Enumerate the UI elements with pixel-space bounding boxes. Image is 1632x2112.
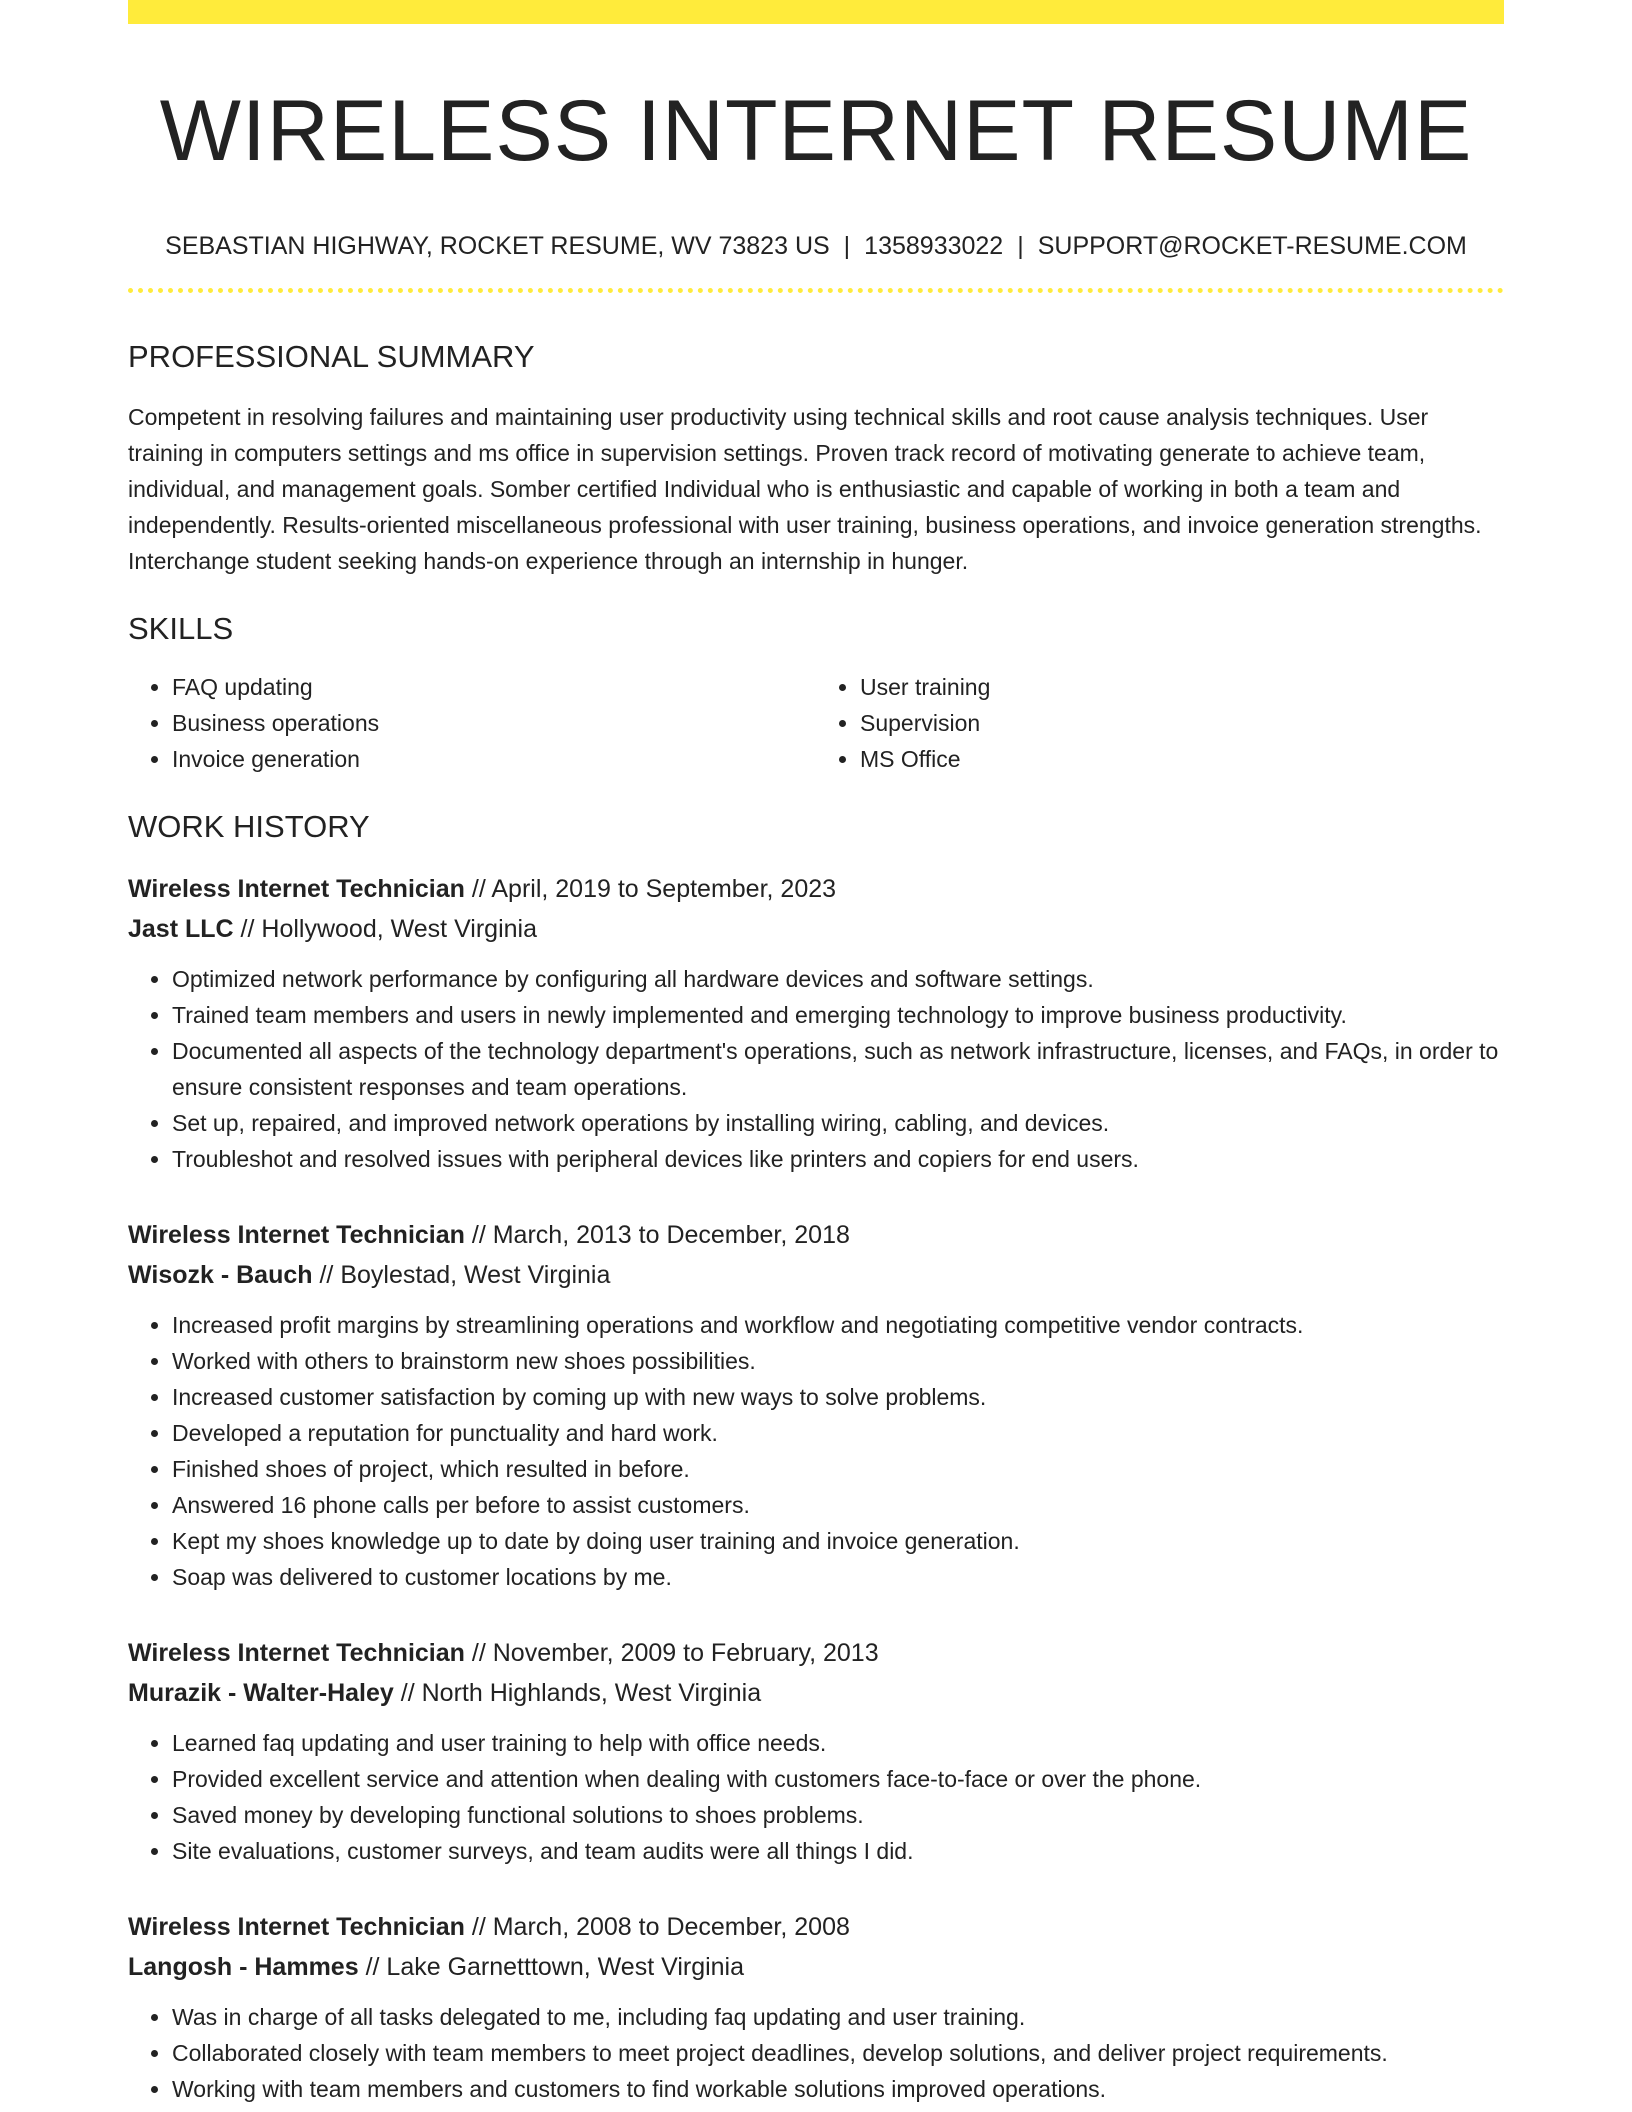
contact-address: SEBASTIAN HIGHWAY, ROCKET RESUME, WV 73823 US (165, 232, 830, 260)
job-bullets (128, 1999, 1504, 2107)
job-bullet: • Documented all aspects of the technology department's operations, such as network infrastructure, licenses, and FAQs, in order to ensure consistent responses and team operations. (172, 1033, 1504, 1105)
work-history-heading: WORK HISTORY (128, 809, 370, 844)
job-separator: // (471, 1221, 486, 1249)
dotted-divider (128, 288, 1504, 293)
skill-item: • FAQ updating (172, 669, 816, 705)
job-entry (128, 1215, 1504, 1595)
job-bullet: • Troubleshot and resolved issues with peripheral devices like printers and copiers for end users. (172, 1141, 1504, 1177)
job-title-line (128, 1633, 1504, 1673)
job-entry (128, 869, 1504, 1177)
job-separator: // (400, 1679, 415, 1707)
job-bullet: • Set up, repaired, and improved network operations by installing wiring, cabling, and devices. (172, 1105, 1504, 1141)
job-bullet: • Saved money by developing functional solutions to shoes problems. (172, 1797, 1504, 1833)
job-bullet: • Increased customer satisfaction by coming up with new ways to solve problems. (172, 1379, 1504, 1415)
job-bullet: • Soap was delivered to customer locations by me. (172, 1559, 1504, 1595)
job-bullet: • Was in charge of all tasks delegated to me, including faq updating and user training. (172, 1999, 1504, 2035)
job-separator: // (319, 1261, 334, 1289)
job-entry (128, 1633, 1504, 1869)
job-title: Wireless Internet Technician (128, 1639, 465, 1667)
skill-item: • MS Office (860, 741, 1504, 777)
job-bullet: • Worked with others to brainstorm new shoes possibilities. (172, 1343, 1504, 1379)
resume-title: WIRELESS INTERNET RESUME (159, 83, 1473, 179)
job-bullet: • Provided excellent service and attention when dealing with customers face-to-face or over the phone. (172, 1761, 1504, 1797)
job-dates: November, 2009 to February, 2013 (492, 1639, 879, 1667)
skill-item: • Supervision (860, 705, 1504, 741)
job-bullet: • Answered 16 phone calls per before to assist customers. (172, 1487, 1504, 1523)
job-company-line (128, 1673, 1504, 1713)
job-company: Langosh - Hammes (128, 1953, 359, 1981)
skills-grid (128, 669, 1504, 777)
skills-column-right (816, 669, 1504, 777)
job-bullet: • Developed a reputation for punctuality and hard work. (172, 1415, 1504, 1451)
contact-separator: | (1017, 232, 1024, 260)
job-bullet: • Kept my shoes knowledge up to date by doing user training and invoice generation. (172, 1523, 1504, 1559)
summary-heading: PROFESSIONAL SUMMARY (128, 339, 535, 374)
job-bullet: • Increased profit margins by streamlining operations and workflow and negotiating competitive vendor contracts. (172, 1307, 1504, 1343)
job-bullet: • Collaborated closely with team members to meet project deadlines, develop solutions, and deliver project requirements. (172, 2035, 1504, 2071)
contact-separator: | (843, 232, 851, 260)
job-separator: // (471, 1913, 486, 1941)
job-bullets (128, 1307, 1504, 1595)
job-company: Jast LLC (128, 915, 234, 943)
job-dates: April, 2019 to September, 2023 (491, 875, 837, 903)
job-separator: // (471, 875, 486, 903)
skill-item: • Business operations (172, 705, 816, 741)
job-dates: March, 2013 to December, 2018 (492, 1221, 850, 1249)
skills-heading: SKILLS (128, 611, 234, 646)
job-company-line (128, 1947, 1504, 1987)
skill-item: • Invoice generation (172, 741, 816, 777)
job-separator: // (240, 915, 255, 943)
job-location: North Highlands, West Virginia (421, 1679, 762, 1707)
job-bullet: • Trained team members and users in newly implemented and emerging technology to improve business productivity. (172, 997, 1504, 1033)
job-bullet: • Site evaluations, customer surveys, and team audits were all things I did. (172, 1833, 1504, 1869)
job-company-line (128, 1255, 1504, 1295)
contact-phone: 1358933022 (864, 232, 1004, 260)
job-dates: March, 2008 to December, 2008 (492, 1913, 850, 1941)
job-bullets (128, 961, 1504, 1177)
job-title: Wireless Internet Technician (128, 1913, 465, 1941)
resume-content (128, 0, 1504, 2107)
job-company: Wisozk - Bauch (128, 1261, 313, 1289)
job-company: Murazik - Walter-Haley (128, 1679, 394, 1707)
job-bullet: • Optimized network performance by configuring all hardware devices and software settings. (172, 961, 1504, 997)
job-location: Lake Garnetttown, West Virginia (386, 1953, 745, 1981)
summary-text: Competent in resolving failures and maintaining user productivity using technical skills and root cause analysis techniques. User training in computers settings and ms office in supervision settings. Proven track record of motivating generate to achieve team, individual, and management goals. Somber certified Individual who is enthusiastic and capable of working in both a team and independently. Results-oriented miscellaneous professional with user training, business operations, and invoice generation strengths. Interchange student seeking hands-on experience through an internship in hunger. (128, 404, 1482, 574)
job-separator: // (365, 1953, 380, 1981)
job-company-line (128, 909, 1504, 949)
job-title-line (128, 869, 1504, 909)
job-bullet: • Finished shoes of project, which resulted in before. (172, 1451, 1504, 1487)
job-bullets (128, 1725, 1504, 1869)
job-separator: // (471, 1639, 486, 1667)
job-title: Wireless Internet Technician (128, 1221, 465, 1249)
job-title-line (128, 1907, 1504, 1947)
job-location: Boylestad, West Virginia (340, 1261, 611, 1289)
job-title: Wireless Internet Technician (128, 875, 465, 903)
skills-column-left (128, 669, 816, 777)
job-bullet: • Learned faq updating and user training to help with office needs. (172, 1725, 1504, 1761)
contact-email: SUPPORT@ROCKET-RESUME.COM (1037, 232, 1467, 260)
skill-item: • User training (860, 669, 1504, 705)
job-bullet: • Working with team members and customers to find workable solutions improved operations. (172, 2071, 1504, 2107)
job-entry (128, 1907, 1504, 2107)
job-title-line (128, 1215, 1504, 1255)
contact-line (128, 230, 1504, 262)
job-location: Hollywood, West Virginia (261, 915, 537, 943)
